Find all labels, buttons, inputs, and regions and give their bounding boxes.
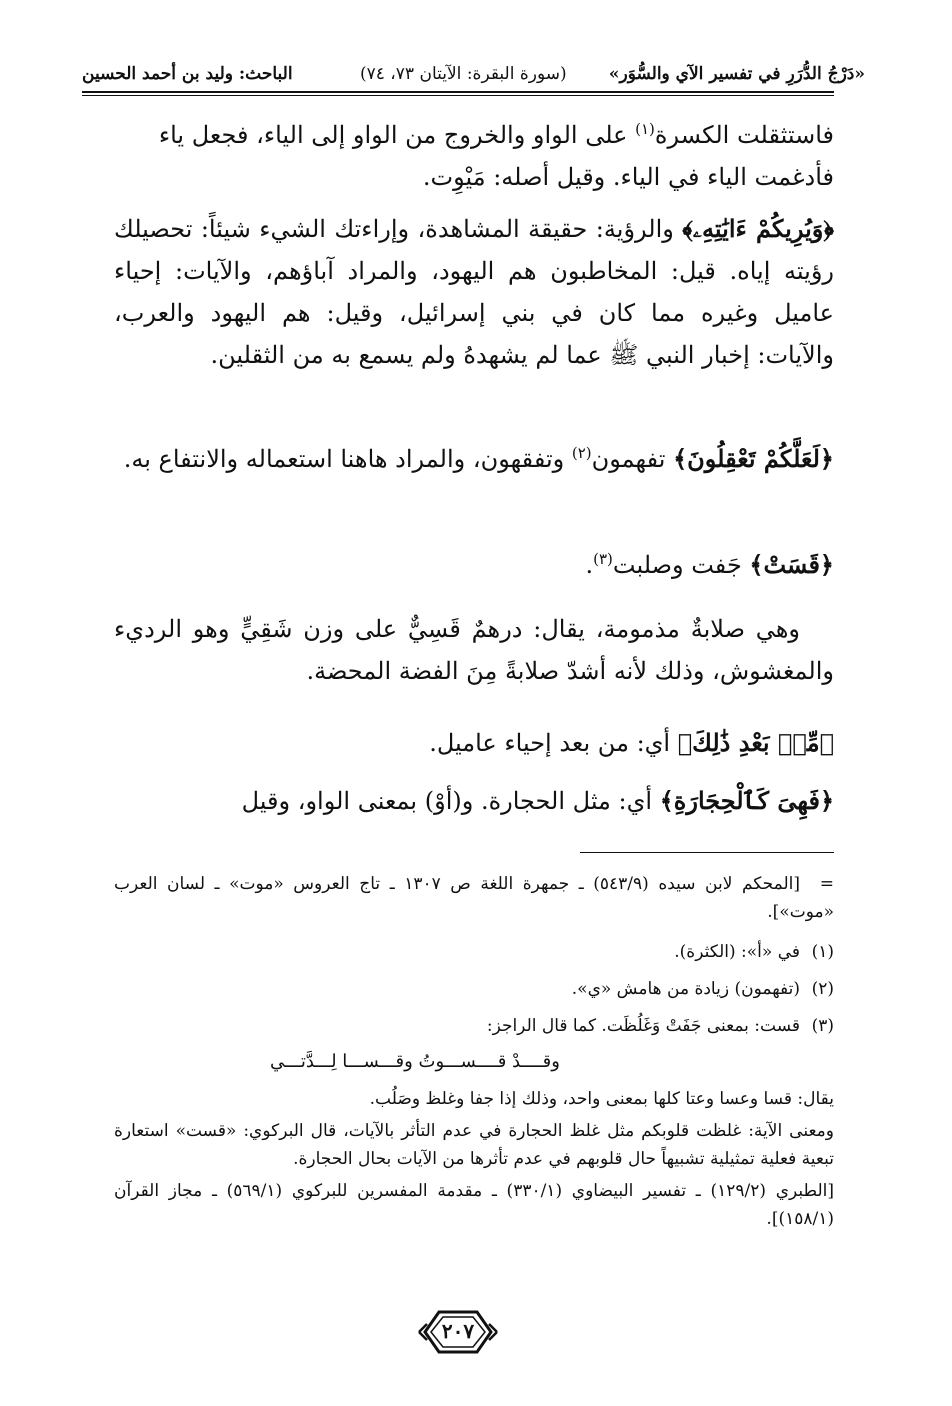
- quran-verse: ﴿قَسَتْ﴾: [749, 550, 834, 579]
- text: أي: مثل الحجارة. و(أوْ) بمعنى الواو، وقيل: [241, 787, 660, 815]
- text: جَفت وصلبت: [612, 551, 750, 579]
- quran-verse: ﴿وَيُرِيكُمْ ءَايَٰتِهِۦ﴾: [682, 214, 834, 243]
- quran-verse: ﴿لَعَلَّكُمْ تَعْقِلُونَ﴾: [673, 444, 834, 473]
- footnote-3-continued: [114, 1085, 834, 1233]
- text: (تفهمون) زيادة من هامش «ي».: [571, 979, 800, 999]
- footnote-3: [114, 1012, 834, 1040]
- header-rule-thin: [82, 95, 834, 96]
- footnote-continuation: [114, 870, 834, 926]
- text: يقال: قسا وعسا وعتا كلها بمعنى واحد، وذلك إذا جفا وغلظ وصَلُب.: [369, 1089, 834, 1109]
- text: قست: بمعنى جَفَتْ وَغَلُظَت. كما قال الراجز:: [486, 1016, 800, 1036]
- footnote-ref-1[interactable]: (١): [635, 120, 655, 138]
- footnote-number: (٢): [811, 979, 834, 999]
- text: على الواو والخروج من الواو إلى الياء، فجعل ياء: [158, 121, 636, 149]
- text: والرؤية: حقيقة المشاهدة، وإراءتك الشيء شيئاً: تحصيلك رؤيته إياه. قيل: المخاطبون هم اليهود، والمراد آباؤهم، والآيات: إحياء عاميل وغيره مما كان في بني إسرائيل، وقيل: هم اليهود والعرب، والآيات: إخبار النبي ﷺ عما لم يشهدهُ ولم يسمع به من الثقلين.: [114, 215, 834, 369]
- text: [المحكم لابن سيده (٥٤٣/٩) ـ جمهرة اللغة ص ١٣٠٧ ـ تاج العروس «موت» ـ لسان العرب «موت»].: [114, 874, 834, 922]
- footnote-1: [114, 938, 834, 966]
- text: في «أ»: (الكثرة).: [674, 942, 800, 962]
- running-header-researcher: الباحث: وليد بن أحمد الحسين: [82, 64, 293, 84]
- paragraph-2: [114, 208, 834, 376]
- text: وهي صلابةٌ مذمومة، يقال: درهمٌ قَسِيٌّ على وزن شَقِيٍّ وهو الرديء والمغشوش، وذلك لأنه أشدّ صلابةً مِنَ الفضة المحضة.: [114, 615, 834, 685]
- paragraph-5: [114, 608, 834, 692]
- running-header-book-title: «دَرْجُ الدُّرَرِ في تفسير الآي والسُّوَر»: [608, 64, 865, 84]
- text: أي: من بعد إحياء عاميل.: [429, 729, 678, 757]
- paragraph-1: [114, 114, 834, 198]
- footnote-separator: [580, 852, 834, 853]
- header-rule: [82, 91, 834, 93]
- text: .: [585, 551, 594, 579]
- quran-verse: ﴿فَهِىَ كَٱلْحِجَارَةِ﴾: [659, 786, 834, 815]
- text: وتفقهون، والمراد هاهنا استعماله والانتفاع به.: [123, 445, 572, 473]
- continuation-mark: =: [819, 874, 834, 894]
- text: فاستثقلت الكسرة: [654, 121, 834, 149]
- poetry-verse: وقــــدْ قــــســـوتُ وقـــســـا لِـــدَّتـــي: [270, 1051, 560, 1072]
- page-number-ornament: [417, 1306, 499, 1358]
- quran-verse: ﴿مِّنۢ بَعْدِ ذَٰلِكَ﴾: [677, 728, 834, 757]
- running-header-surah: (سورة البقرة: الآيتان ٧٣، ٧٤): [360, 64, 567, 84]
- footnote-number: (١): [811, 942, 834, 962]
- footnote-ref-3[interactable]: (٣): [593, 550, 613, 568]
- paragraph-3: [114, 438, 834, 480]
- paragraph-7: [114, 780, 834, 822]
- text: [الطبري (١٢٩/٢) ـ تفسير البيضاوي (٣٣٠/١) ـ مقدمة المفسرين للبركوي (٥٦٩/١) ـ مجاز القرآن (١٥٨/١)].: [114, 1181, 835, 1229]
- footnote-number: (٣): [811, 1016, 834, 1036]
- footnote-2: [114, 975, 834, 1003]
- text: فأدغمت الياء في الياء. وقيل أصله: مَيْوِت.: [422, 163, 834, 191]
- text: ومعنى الآية: غلظت قلوبكم مثل غلظ الحجارة في عدم التأثر بالآيات، قال البركوي: «قست» استعارة تبعية فعلية تمثيلية تشبيهاً حال قلوبهم في عدم تأثرها من الآيات بحال الحجارة.: [114, 1121, 834, 1169]
- page-number: ٢٠٧: [441, 1319, 475, 1343]
- text: تفهمون: [591, 445, 674, 473]
- paragraph-6: [114, 722, 834, 764]
- footnote-ref-2[interactable]: (٢): [571, 444, 592, 462]
- paragraph-4: [114, 544, 834, 586]
